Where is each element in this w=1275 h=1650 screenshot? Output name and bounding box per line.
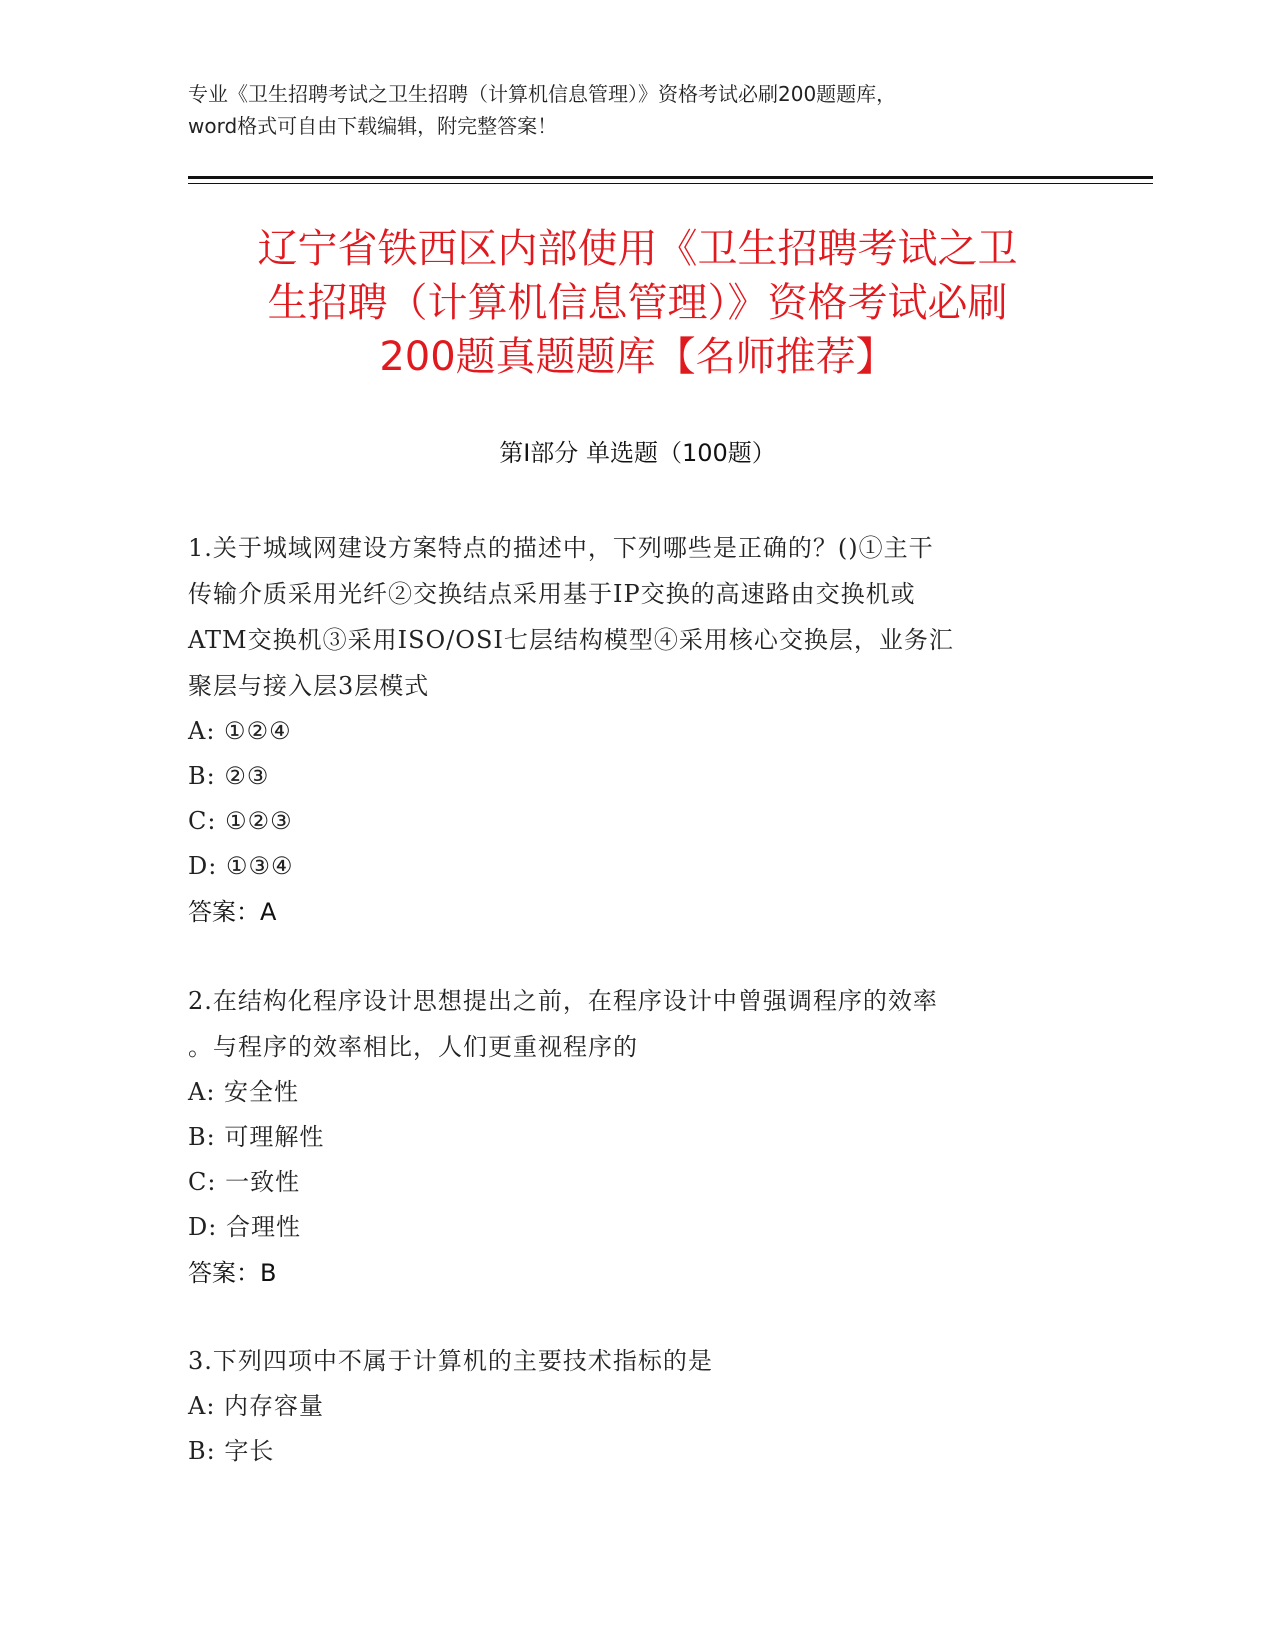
question-stem-line: 1.关于城域网建设方案特点的描述中，下列哪些是正确的？()①主干 [188,534,934,562]
answer: 答案：B [188,1259,277,1287]
question-stem [188,1338,1068,1384]
header-note-line-1: 专业《卫生招聘考试之卫生招聘（计算机信息管理）》资格考试必刷200题题库， [188,82,897,106]
option-c: C: 一致性 [188,1168,301,1196]
document-title [160,222,1115,384]
question-stem-line: 聚层与接入层3层模式 [188,672,430,700]
option-d: D: 合理性 [188,1213,301,1241]
header-note [188,78,1088,142]
question-3 [188,1338,1068,1474]
question-stem-line: 2.在结构化程序设计思想提出之前，在程序设计中曾强调程序的效率 [188,987,938,1015]
document-title-line-3: 200题真题题库【名师推荐】 [379,334,896,380]
option-c: C: ①②③ [188,807,293,835]
answer: 答案：A [188,898,277,926]
document-title-line-1: 辽宁省铁西区内部使用《卫生招聘考试之卫 [257,226,1018,272]
option-b: B: ②③ [188,762,270,790]
question-stem-line: ATM交换机③采用ISO/OSI七层结构模型④采用核心交换层，业务汇 [188,626,954,654]
option-a: A: 内存容量 [188,1392,325,1420]
question-stem [188,525,1068,709]
header-divider-thin [188,183,1153,184]
option-d: D: ①③④ [188,852,294,880]
question-stem-line: 。与程序的效率相比，人们更重视程序的 [188,1033,638,1061]
option-a: A: ①②④ [188,717,292,745]
header-divider-thick [188,176,1153,179]
question-1 [188,525,1068,935]
question-2 [188,978,1068,1296]
document-title-line-2: 生招聘（计算机信息管理）》资格考试必刷 [267,280,1008,326]
question-stem [188,978,1068,1070]
section-heading: 第Ⅰ部分 单选题（100题） [499,439,776,467]
header-note-line-2: word格式可自由下载编辑，附完整答案！ [188,114,558,138]
option-a: A: 安全性 [188,1078,300,1106]
option-b: B: 可理解性 [188,1123,325,1151]
option-b: B: 字长 [188,1437,275,1465]
question-stem-line: 传输介质采用光纤②交换结点采用基于IP交换的高速路由交换机或 [188,580,916,608]
question-stem-line: 3.下列四项中不属于计算机的主要技术指标的是 [188,1347,713,1375]
